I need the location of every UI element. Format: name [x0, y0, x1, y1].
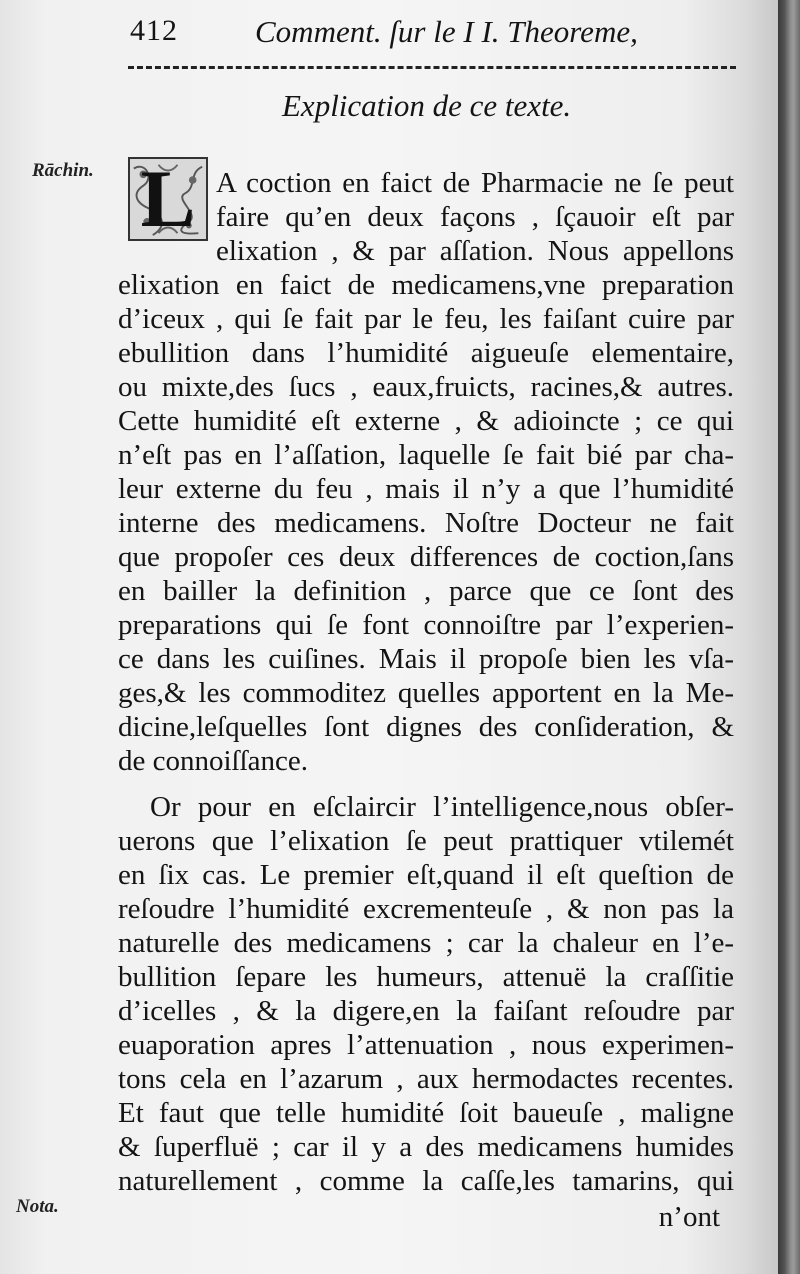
header-rule — [128, 66, 736, 69]
text-line: Cette humidité eſt externe , & adioincte ; ce qui — [118, 405, 734, 437]
text-line: en ſix cas. Le premier eſt,quand il eſt queſtion de — [118, 859, 734, 891]
section-title: Explication de ce texte. — [282, 88, 572, 123]
page-number: 412 — [130, 14, 178, 47]
text-line: uerons que l’elixation ſe peut prattiquer vtilemét — [118, 825, 734, 857]
text-line: preparations qui ſe font connoiſtre par l’experien- — [118, 609, 734, 641]
text-line: euaporation apres l’attenuation , nous experimen- — [118, 1029, 734, 1061]
text-line: elixation , & par aſſation. Nous appellons — [216, 235, 734, 267]
text-line: naturelle des medicamens ; car la chaleur en l’e- — [118, 927, 734, 959]
text-line: elixation en faict de medicamens,vne preparation — [118, 269, 734, 301]
text-line: leur externe du feu , mais il n’y a que l’humidité — [118, 473, 734, 505]
text-line: ebullition dans l’humidité aigueuſe elementaire, — [118, 337, 734, 369]
text-line: de connoiſſance. — [118, 745, 309, 777]
text-line: bullition ſepare les humeurs, attenuë la craſſitie — [118, 961, 734, 993]
text-line: en bailler la definition , parce que ce ſont des — [118, 575, 734, 607]
catchword: n’ont — [658, 1201, 720, 1233]
margin-note-nota: Nota. — [16, 1196, 59, 1217]
book-gutter-edge — [778, 0, 800, 1274]
margin-note-rachin: Rāchin. — [32, 160, 94, 181]
decorated-initial — [128, 157, 208, 241]
text-line: Et faut que telle humidité ſoit baueuſe , maligne — [118, 1097, 734, 1129]
text-line: A coction en faict de Pharmacie ne ſe peut — [216, 167, 734, 199]
drop-cap-letter: L — [140, 157, 196, 241]
text-line: d’iceux , qui ſe fait par le feu, les faiſant cuire par — [118, 303, 734, 335]
text-line: Or pour en eſclaircir l’intelligence,nous obſer- — [150, 791, 734, 823]
text-line: n’eſt pas en l’aſſation, laquelle ſe fait bié par cha- — [118, 439, 734, 471]
text-line: dicine,leſquelles ſont dignes des conſideration, & — [118, 711, 734, 743]
text-line: reſoudre l’humidité excrementeuſe , & non pas la — [118, 893, 734, 925]
text-line: faire qu’en deux façons , ſçauoir eſt par — [216, 201, 734, 233]
text-line: naturellement , comme la caſſe,les tamarins, qui — [118, 1165, 734, 1197]
page-header — [130, 12, 750, 52]
text-line: & ſuperfluë ; car il y a des medicamens humides — [118, 1131, 734, 1163]
text-line: interne des medicamens. Noſtre Docteur ne fait — [118, 507, 734, 539]
text-line: tons cela en l’azarum , aux hermodactes recentes. — [118, 1063, 734, 1095]
text-line: ce dans les cuiſines. Mais il propoſe bien les vſa- — [118, 643, 734, 675]
text-line: d’icelles , & la digere,en la faiſant reſoudre par — [118, 995, 734, 1027]
text-line: ou mixte,des ſucs , eaux,fruicts, racines,& autres. — [118, 371, 734, 403]
text-line: que propoſer ces deux differences de coction,ſans — [118, 541, 734, 573]
running-head: Comment. ſur le I I. Theoreme, — [255, 14, 638, 49]
text-line: ges,& les commoditez quelles apportent en la Me- — [118, 677, 734, 709]
